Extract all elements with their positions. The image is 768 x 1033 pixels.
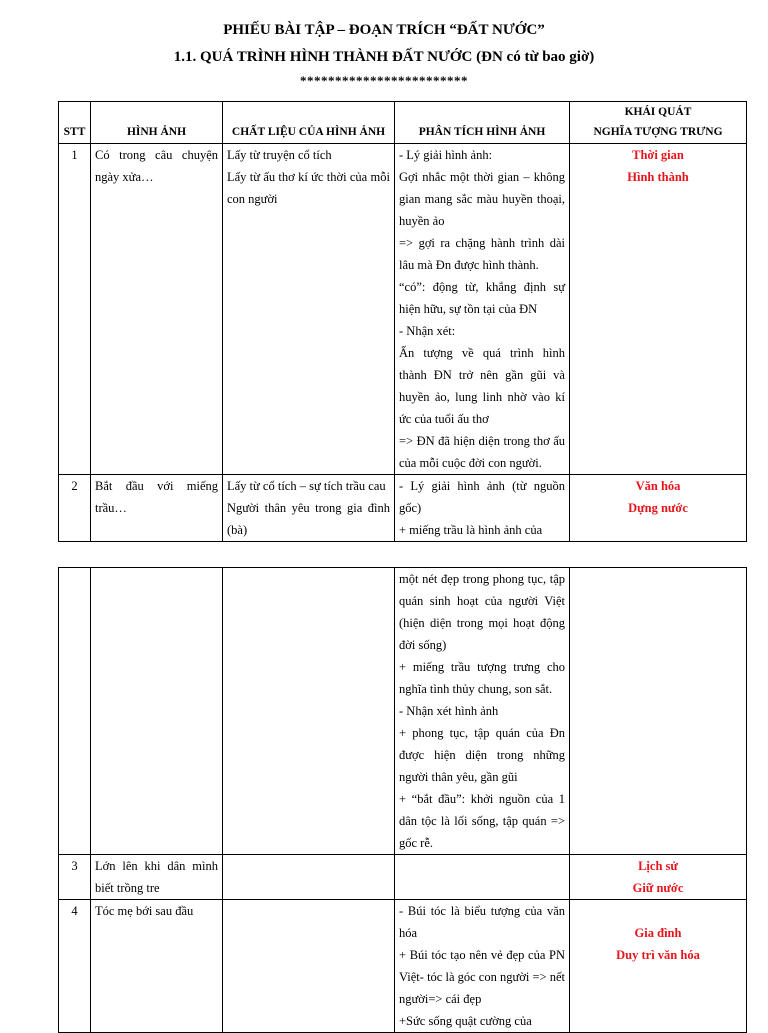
title-divider: ************************ bbox=[300, 73, 468, 88]
analysis-line: => gợi ra chặng hành trình dài lâu mà Đn được hình thành. bbox=[399, 236, 565, 272]
analysis-line: + Búi tóc tạo nên vẻ đẹp của PN Việt- tóc là góc con người => nết người=> cái đẹp bbox=[399, 948, 565, 1006]
cell-symbol bbox=[570, 475, 747, 542]
header-material: CHẤT LIỆU CỦA HÌNH ẢNH bbox=[223, 102, 395, 144]
cell-analysis bbox=[395, 855, 570, 900]
header-summary-line1: KHÁI QUÁT bbox=[624, 106, 692, 118]
symbol-line: Dựng nước bbox=[628, 501, 688, 515]
material-line: Lấy từ ấu thơ kí ức thời của mỗi con người bbox=[227, 170, 390, 206]
symbol-line: Gia đình bbox=[634, 926, 682, 940]
analysis-line: + phong tục, tập quán của Đn được hiện diện trong những người thân yêu, gần gũi bbox=[399, 726, 565, 784]
table-header-row bbox=[59, 102, 747, 144]
analysis-line: Ấn tượng về quá trình hình thành ĐN trở nên gần gũi và huyền ảo, lung linh nhờ vào kí ức của tuổi ấu thơ bbox=[399, 346, 565, 426]
table-row bbox=[59, 900, 747, 1033]
analysis-line: + miếng trầu tượng trưng cho nghĩa tình thủy chung, son sắt. bbox=[399, 660, 565, 696]
cell-image: Lớn lên khi dân mình biết trồng tre bbox=[91, 855, 223, 900]
symbol-line: Lịch sử bbox=[638, 859, 678, 873]
analysis-table-continued bbox=[58, 567, 747, 1033]
header-summary-line2: NGHĨA TƯỢNG TRƯNG bbox=[593, 126, 723, 138]
header-analysis: PHÂN TÍCH HÌNH ẢNH bbox=[395, 102, 570, 144]
cell-image: Tóc mẹ bới sau đầu bbox=[91, 900, 223, 1033]
cell-image bbox=[91, 568, 223, 855]
cell-stt bbox=[59, 568, 91, 855]
analysis-line: => ĐN đã hiện diện trong thơ ấu của mỗi cuộc đời con người. bbox=[399, 434, 565, 470]
cell-material bbox=[223, 855, 395, 900]
cell-material bbox=[223, 475, 395, 542]
section-title: 1.1. QUÁ TRÌNH HÌNH THÀNH ĐẤT NƯỚC (ĐN có từ bao giờ) bbox=[173, 49, 595, 65]
analysis-line: - Lý giải hình ảnh (từ nguồn gốc) bbox=[399, 479, 565, 515]
document-title: PHIẾU BÀI TẬP – ĐOẠN TRÍCH “ĐẤT NƯỚC” bbox=[223, 22, 545, 38]
analysis-line: Gợi nhắc một thời gian – không gian mang sắc màu huyền thoại, huyền ảo bbox=[399, 170, 565, 228]
cell-analysis bbox=[395, 144, 570, 475]
analysis-line: - Nhận xét: bbox=[399, 324, 456, 338]
cell-analysis bbox=[395, 475, 570, 542]
symbol-line: Thời gian bbox=[632, 148, 684, 162]
analysis-table bbox=[58, 101, 747, 542]
cell-symbol bbox=[570, 855, 747, 900]
cell-symbol bbox=[570, 144, 747, 475]
material-line: Lấy từ cổ tích – sự tích trầu cau bbox=[227, 479, 386, 493]
analysis-line: một nét đẹp trong phong tục, tập quán sinh hoạt của người Việt (hiện diện trong mọi hoạt động đời sống) bbox=[399, 572, 565, 652]
cell-analysis bbox=[395, 900, 570, 1033]
cell-material bbox=[223, 568, 395, 855]
material-line: Người thân yêu trong gia đình (bà) bbox=[227, 501, 390, 537]
symbol-line: Hình thành bbox=[627, 170, 689, 184]
header-summary bbox=[570, 102, 747, 144]
table-row bbox=[59, 568, 747, 855]
table-row bbox=[59, 144, 747, 475]
cell-material bbox=[223, 144, 395, 475]
cell-stt: 2 bbox=[59, 475, 91, 542]
cell-stt: 1 bbox=[59, 144, 91, 475]
cell-stt: 4 bbox=[59, 900, 91, 1033]
table-row bbox=[59, 855, 747, 900]
analysis-line: + “bắt đầu”: khởi nguồn của 1 dân tộc là lối sống, tập quán => gốc rễ. bbox=[399, 792, 565, 850]
cell-symbol bbox=[570, 900, 747, 1033]
analysis-line: “có”: động từ, khẳng định sự hiện hữu, sự tồn tại của ĐN bbox=[399, 280, 565, 316]
analysis-line: + miếng trầu là hình ảnh của bbox=[399, 523, 543, 537]
header-image: HÌNH ẢNH bbox=[91, 102, 223, 144]
material-line: Lấy từ truyện cổ tích bbox=[227, 148, 332, 162]
analysis-line: - Lý giải hình ảnh: bbox=[399, 148, 493, 162]
cell-image: Có trong câu chuyện ngày xửa… bbox=[91, 144, 223, 475]
header-stt: STT bbox=[59, 102, 91, 144]
table-row bbox=[59, 475, 747, 542]
cell-symbol bbox=[570, 568, 747, 855]
analysis-line: - Nhận xét hình ảnh bbox=[399, 704, 499, 718]
cell-stt: 3 bbox=[59, 855, 91, 900]
analysis-line: +Sức sống quật cường của bbox=[399, 1014, 532, 1028]
cell-material bbox=[223, 900, 395, 1033]
cell-analysis bbox=[395, 568, 570, 855]
analysis-line: - Búi tóc là biểu tượng của văn hóa bbox=[399, 904, 565, 940]
symbol-line: Văn hóa bbox=[635, 479, 681, 493]
cell-image: Bắt đầu với miếng trầu… bbox=[91, 475, 223, 542]
symbol-line: Giữ nước bbox=[632, 881, 684, 895]
symbol-line: Duy trì văn hóa bbox=[616, 948, 700, 962]
